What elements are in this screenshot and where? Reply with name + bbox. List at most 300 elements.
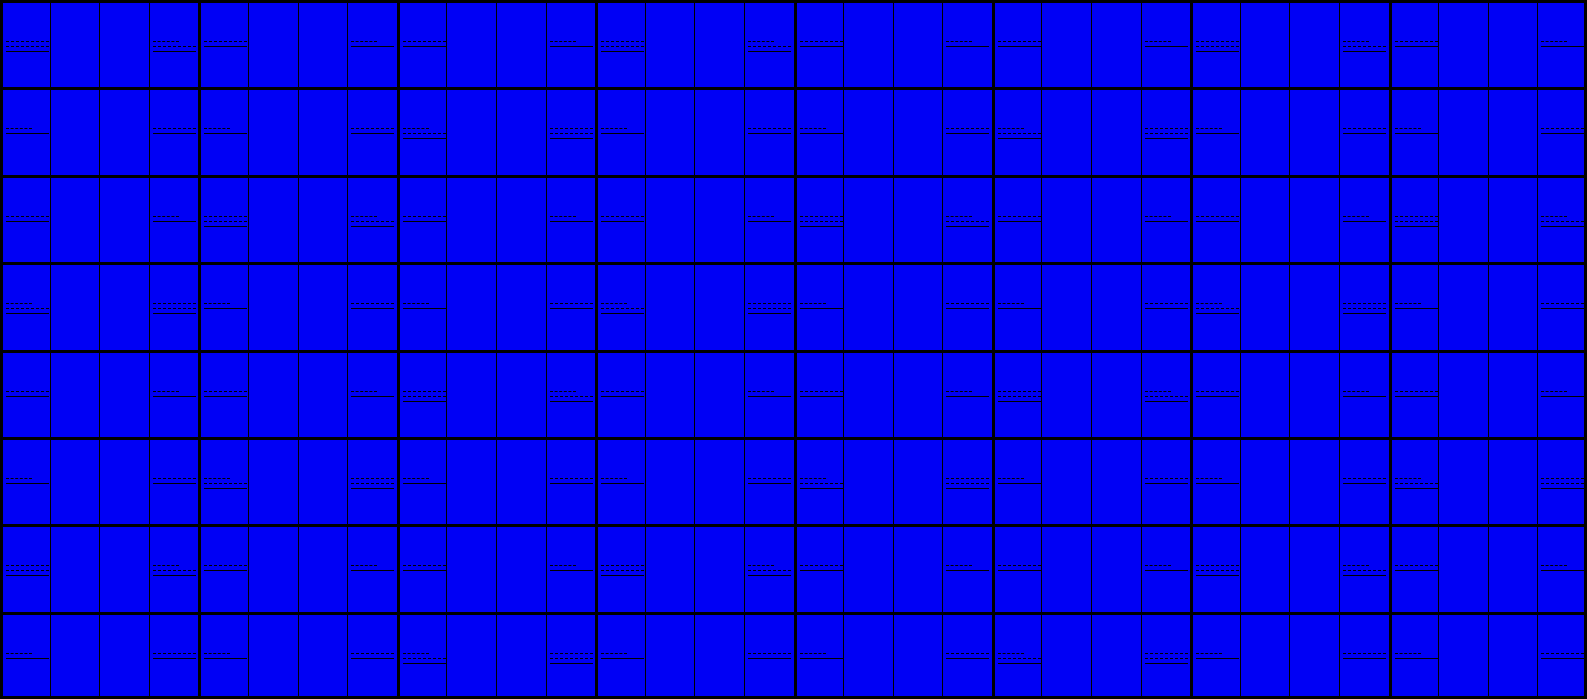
wall-tile	[943, 265, 992, 350]
wall-tile	[1439, 527, 1488, 612]
wall-tile	[1439, 90, 1488, 175]
tile-indicator-marks	[153, 565, 196, 580]
wall-tile	[249, 440, 298, 524]
tile-indicator-marks	[601, 216, 644, 226]
indicator-line	[1196, 216, 1239, 219]
wall-tile	[844, 3, 893, 87]
indicator-line	[1541, 216, 1567, 219]
indicator-line	[1541, 226, 1584, 229]
indicator-line	[351, 221, 394, 224]
wall-tile	[3, 90, 50, 175]
indicator-line	[1145, 478, 1188, 481]
indicator-line	[998, 570, 1041, 573]
wall-tile	[150, 440, 198, 524]
tile-indicator-marks	[1541, 303, 1584, 313]
tile-indicator-marks	[998, 565, 1041, 575]
indicator-line	[1196, 478, 1222, 481]
wall-tile	[348, 90, 397, 175]
wall-tile	[299, 353, 347, 437]
wall-tile	[547, 353, 595, 437]
wall-tile	[497, 440, 546, 524]
indicator-line	[1196, 221, 1239, 224]
wall-tile	[745, 178, 794, 262]
wall-tile	[598, 3, 645, 87]
wall-tile	[646, 353, 694, 437]
indicator-line	[1343, 478, 1386, 481]
wall-tile	[844, 265, 893, 350]
indicator-line	[1145, 308, 1188, 311]
wall-tile	[797, 3, 843, 87]
indicator-line	[153, 565, 179, 568]
wall-tile	[1142, 527, 1190, 612]
wall-tile	[598, 178, 645, 262]
wall-tile	[1290, 3, 1339, 87]
indicator-line	[1541, 570, 1584, 573]
indicator-line	[800, 391, 843, 394]
indicator-line	[1196, 565, 1239, 568]
tile-indicator-marks	[351, 41, 394, 51]
wall-tile	[1042, 615, 1091, 696]
tile-indicator-marks	[550, 303, 593, 313]
tile-indicator-marks	[998, 216, 1041, 226]
tile-indicator-marks	[204, 128, 247, 138]
wall-tile	[447, 265, 496, 350]
indicator-line	[1541, 478, 1584, 481]
wall-tile	[1538, 527, 1584, 612]
indicator-line	[204, 303, 230, 306]
wall-tile	[1439, 265, 1488, 350]
tile-indicator-marks	[204, 653, 247, 663]
indicator-line	[1541, 391, 1567, 394]
indicator-line	[403, 138, 446, 141]
indicator-line	[1343, 391, 1369, 394]
wall-tile	[51, 527, 99, 612]
wall-tile	[1193, 527, 1240, 612]
indicator-line	[351, 308, 394, 311]
indicator-line	[998, 483, 1041, 486]
wall-tile	[150, 353, 198, 437]
tile-indicator-marks	[351, 478, 394, 493]
wall-tile	[1290, 90, 1339, 175]
indicator-line	[153, 41, 179, 44]
tile-indicator-marks	[800, 565, 843, 575]
indicator-line	[550, 570, 593, 573]
indicator-line	[1395, 308, 1438, 311]
wall-tile	[400, 440, 446, 524]
indicator-line	[1395, 128, 1421, 131]
tile-indicator-marks	[1343, 565, 1386, 580]
tile-indicator-marks	[351, 303, 394, 313]
tile-indicator-marks	[1145, 565, 1188, 575]
wall-tile	[201, 3, 248, 87]
indicator-line	[1343, 216, 1369, 219]
tile-indicator-marks	[748, 303, 791, 318]
wall-tile	[100, 527, 149, 612]
indicator-line	[403, 308, 446, 311]
tile-indicator-marks	[6, 41, 49, 56]
indicator-line	[998, 565, 1041, 568]
indicator-line	[1541, 308, 1584, 311]
wall-tile	[497, 353, 546, 437]
wall-tile	[646, 178, 694, 262]
wall-tile	[400, 90, 446, 175]
wall-tile	[348, 178, 397, 262]
indicator-line	[550, 138, 593, 141]
wall-tile	[1290, 440, 1339, 524]
indicator-line	[153, 575, 196, 578]
indicator-line	[998, 396, 1041, 399]
indicator-line	[153, 51, 196, 54]
indicator-line	[153, 46, 196, 49]
wall-tile	[745, 90, 794, 175]
indicator-line	[550, 565, 576, 568]
indicator-line	[351, 478, 394, 481]
wall-tile	[1489, 178, 1537, 262]
indicator-line	[6, 133, 49, 136]
wall-tile	[1241, 440, 1289, 524]
indicator-line	[550, 128, 593, 131]
wall-tile	[943, 440, 992, 524]
tile-indicator-marks	[946, 565, 989, 575]
wall-tile	[995, 440, 1041, 524]
indicator-line	[204, 658, 247, 661]
indicator-line	[748, 313, 791, 316]
indicator-line	[351, 391, 377, 394]
wall-tile	[547, 527, 595, 612]
wall-tile	[646, 615, 694, 696]
wall-tile	[547, 615, 595, 696]
indicator-line	[153, 653, 196, 656]
wall-tile	[598, 353, 645, 437]
tile-indicator-marks	[946, 128, 989, 138]
tile-indicator-marks	[946, 303, 989, 313]
wall-tile	[1489, 527, 1537, 612]
indicator-line	[6, 51, 49, 54]
tile-indicator-marks	[998, 653, 1041, 668]
wall-tile	[150, 90, 198, 175]
indicator-line	[153, 570, 196, 573]
indicator-line	[1196, 483, 1239, 486]
wall-tile	[995, 527, 1041, 612]
indicator-line	[6, 658, 49, 661]
indicator-line	[800, 221, 843, 224]
wall-tile	[695, 353, 744, 437]
wall-tile	[1340, 615, 1389, 696]
indicator-line	[748, 51, 791, 54]
indicator-line	[204, 570, 247, 573]
wall-tile	[1290, 527, 1339, 612]
wall-tile	[1042, 178, 1091, 262]
indicator-line	[550, 308, 593, 311]
tile-indicator-marks	[601, 391, 644, 401]
wall-tile	[844, 90, 893, 175]
indicator-line	[403, 478, 429, 481]
wall-tile	[447, 90, 496, 175]
wall-tile	[3, 3, 50, 87]
indicator-line	[1145, 663, 1188, 666]
indicator-line	[1395, 653, 1421, 656]
tile-indicator-marks	[946, 391, 989, 401]
wall-tile	[150, 615, 198, 696]
wall-tile	[1489, 353, 1537, 437]
indicator-line	[1343, 41, 1369, 44]
tile-indicator-marks	[800, 128, 843, 138]
tile-indicator-marks	[153, 41, 196, 56]
indicator-line	[6, 478, 32, 481]
tile-indicator-marks	[1541, 128, 1584, 138]
wall-tile	[1489, 265, 1537, 350]
tile-indicator-marks	[748, 565, 791, 580]
tile-indicator-marks	[403, 565, 446, 575]
wall-tile	[100, 615, 149, 696]
indicator-line	[1343, 303, 1386, 306]
wall-tile	[100, 3, 149, 87]
wall-tile	[844, 440, 893, 524]
wall-tile	[3, 527, 50, 612]
tile-indicator-marks	[403, 653, 446, 668]
indicator-line	[800, 478, 826, 481]
indicator-line	[204, 488, 247, 491]
wall-tile	[1439, 353, 1488, 437]
indicator-line	[1541, 303, 1584, 306]
tile-indicator-marks	[800, 216, 843, 231]
indicator-line	[601, 128, 627, 131]
tile-indicator-marks	[1395, 565, 1438, 575]
wall-tile	[1092, 353, 1141, 437]
indicator-line	[6, 128, 32, 131]
wall-tile	[1538, 440, 1584, 524]
indicator-line	[1343, 565, 1369, 568]
indicator-line	[748, 308, 791, 311]
wall-tile	[1142, 615, 1190, 696]
wall-tile	[1340, 440, 1389, 524]
tile-indicator-marks	[1395, 41, 1438, 51]
wall-tile	[249, 265, 298, 350]
indicator-line	[1343, 396, 1386, 399]
indicator-line	[1395, 570, 1438, 573]
wall-tile	[497, 615, 546, 696]
indicator-line	[550, 391, 576, 394]
wall-tile	[943, 615, 992, 696]
tile-indicator-marks	[403, 478, 446, 488]
wall-tile	[348, 265, 397, 350]
indicator-line	[1395, 221, 1438, 224]
indicator-line	[550, 221, 593, 224]
tile-indicator-marks	[1145, 128, 1188, 143]
wall-tile	[1538, 265, 1584, 350]
indicator-line	[550, 216, 576, 219]
indicator-line	[204, 391, 247, 394]
indicator-line	[1196, 308, 1239, 311]
indicator-line	[1343, 128, 1386, 131]
wall-tile	[1193, 90, 1240, 175]
tile-indicator-marks	[800, 41, 843, 51]
indicator-line	[1541, 396, 1584, 399]
tile-indicator-marks	[6, 128, 49, 138]
indicator-line	[800, 565, 843, 568]
tile-indicator-marks	[1541, 565, 1584, 575]
wall-tile	[894, 615, 942, 696]
tile-indicator-marks	[1395, 216, 1438, 231]
wall-tile	[100, 265, 149, 350]
indicator-line	[800, 483, 843, 486]
indicator-line	[204, 133, 247, 136]
tile-indicator-marks	[1196, 391, 1239, 401]
wall-tile	[100, 90, 149, 175]
wall-tile	[1340, 353, 1389, 437]
wall-tile	[201, 527, 248, 612]
tile-indicator-marks	[6, 216, 49, 226]
indicator-line	[550, 653, 593, 656]
wall-tile	[1290, 178, 1339, 262]
indicator-line	[6, 216, 49, 219]
indicator-line	[800, 128, 826, 131]
indicator-line	[6, 46, 49, 49]
indicator-line	[1145, 483, 1188, 486]
wall-tile	[995, 265, 1041, 350]
indicator-line	[800, 46, 843, 49]
tile-indicator-marks	[6, 478, 49, 488]
wall-tile	[745, 615, 794, 696]
wall-tile	[797, 265, 843, 350]
wall-tile	[1538, 90, 1584, 175]
wall-tile	[1538, 3, 1584, 87]
wall-tile	[249, 3, 298, 87]
indicator-line	[204, 478, 230, 481]
indicator-line	[800, 488, 843, 491]
tile-indicator-marks	[1541, 41, 1584, 51]
indicator-line	[748, 653, 791, 656]
indicator-line	[1145, 653, 1188, 656]
wall-tile	[348, 353, 397, 437]
indicator-line	[946, 41, 972, 44]
wall-tile	[995, 615, 1041, 696]
indicator-line	[1395, 46, 1438, 49]
indicator-line	[204, 46, 247, 49]
indicator-line	[998, 401, 1041, 404]
wall-tile	[1193, 440, 1240, 524]
wall-tile	[1489, 440, 1537, 524]
wall-tile	[598, 615, 645, 696]
wall-tile	[1142, 3, 1190, 87]
wall-tile	[497, 527, 546, 612]
indicator-line	[403, 483, 446, 486]
wall-tile	[201, 615, 248, 696]
wall-tile	[995, 90, 1041, 175]
indicator-line	[204, 565, 247, 568]
indicator-line	[946, 128, 989, 131]
wall-tile	[1193, 353, 1240, 437]
indicator-line	[748, 133, 791, 136]
indicator-line	[998, 303, 1024, 306]
indicator-line	[351, 46, 394, 49]
indicator-line	[1541, 221, 1584, 224]
indicator-line	[153, 303, 196, 306]
wall-tile	[695, 615, 744, 696]
wall-tile	[1042, 527, 1091, 612]
indicator-line	[403, 41, 446, 44]
indicator-line	[204, 221, 247, 224]
indicator-line	[204, 483, 247, 486]
tile-indicator-marks	[1395, 128, 1438, 138]
indicator-line	[550, 41, 576, 44]
indicator-line	[403, 401, 446, 404]
wall-tile	[1042, 265, 1091, 350]
indicator-line	[601, 303, 627, 306]
tile-indicator-marks	[1343, 41, 1386, 56]
tile-indicator-marks	[601, 303, 644, 318]
indicator-line	[1196, 313, 1239, 316]
indicator-line	[748, 391, 774, 394]
indicator-line	[998, 478, 1024, 481]
wall-tile	[695, 527, 744, 612]
indicator-line	[6, 565, 49, 568]
tile-indicator-marks	[1145, 41, 1188, 51]
indicator-line	[946, 658, 989, 661]
indicator-line	[351, 226, 394, 229]
tile-indicator-marks	[6, 391, 49, 401]
indicator-line	[601, 570, 644, 573]
indicator-line	[153, 478, 196, 481]
indicator-line	[1395, 41, 1438, 44]
indicator-line	[1541, 653, 1584, 656]
indicator-line	[351, 483, 394, 486]
indicator-line	[1145, 401, 1188, 404]
wall-tile	[400, 353, 446, 437]
tile-indicator-marks	[550, 478, 593, 488]
indicator-line	[946, 303, 989, 306]
indicator-line	[1196, 658, 1239, 661]
indicator-line	[6, 221, 49, 224]
indicator-line	[998, 46, 1041, 49]
indicator-line	[204, 128, 230, 131]
indicator-line	[1343, 653, 1386, 656]
indicator-line	[998, 128, 1024, 131]
indicator-line	[403, 128, 429, 131]
wall-tile	[1241, 353, 1289, 437]
tile-indicator-marks	[946, 653, 989, 663]
indicator-line	[6, 575, 49, 578]
tile-indicator-marks	[601, 653, 644, 663]
indicator-line	[351, 303, 394, 306]
wall-tile	[1193, 265, 1240, 350]
wall-tile	[299, 527, 347, 612]
indicator-line	[748, 565, 774, 568]
indicator-line	[1196, 41, 1239, 44]
tile-indicator-marks	[1541, 216, 1584, 231]
indicator-line	[403, 46, 446, 49]
tile-indicator-marks	[1145, 653, 1188, 668]
indicator-line	[1145, 570, 1188, 573]
indicator-line	[748, 575, 791, 578]
wall-tile	[745, 527, 794, 612]
tile-indicator-marks	[748, 391, 791, 401]
indicator-line	[1196, 570, 1239, 573]
wall-tile	[646, 265, 694, 350]
tile-indicator-marks	[403, 391, 446, 406]
wall-tile	[100, 440, 149, 524]
indicator-line	[403, 565, 446, 568]
wall-tile	[894, 353, 942, 437]
wall-tile	[201, 353, 248, 437]
indicator-line	[601, 313, 644, 316]
indicator-line	[748, 658, 791, 661]
tile-indicator-marks	[1395, 478, 1438, 493]
wall-tile	[797, 527, 843, 612]
tile-indicator-marks	[1196, 565, 1239, 580]
indicator-line	[550, 663, 593, 666]
tile-indicator-marks	[748, 216, 791, 226]
